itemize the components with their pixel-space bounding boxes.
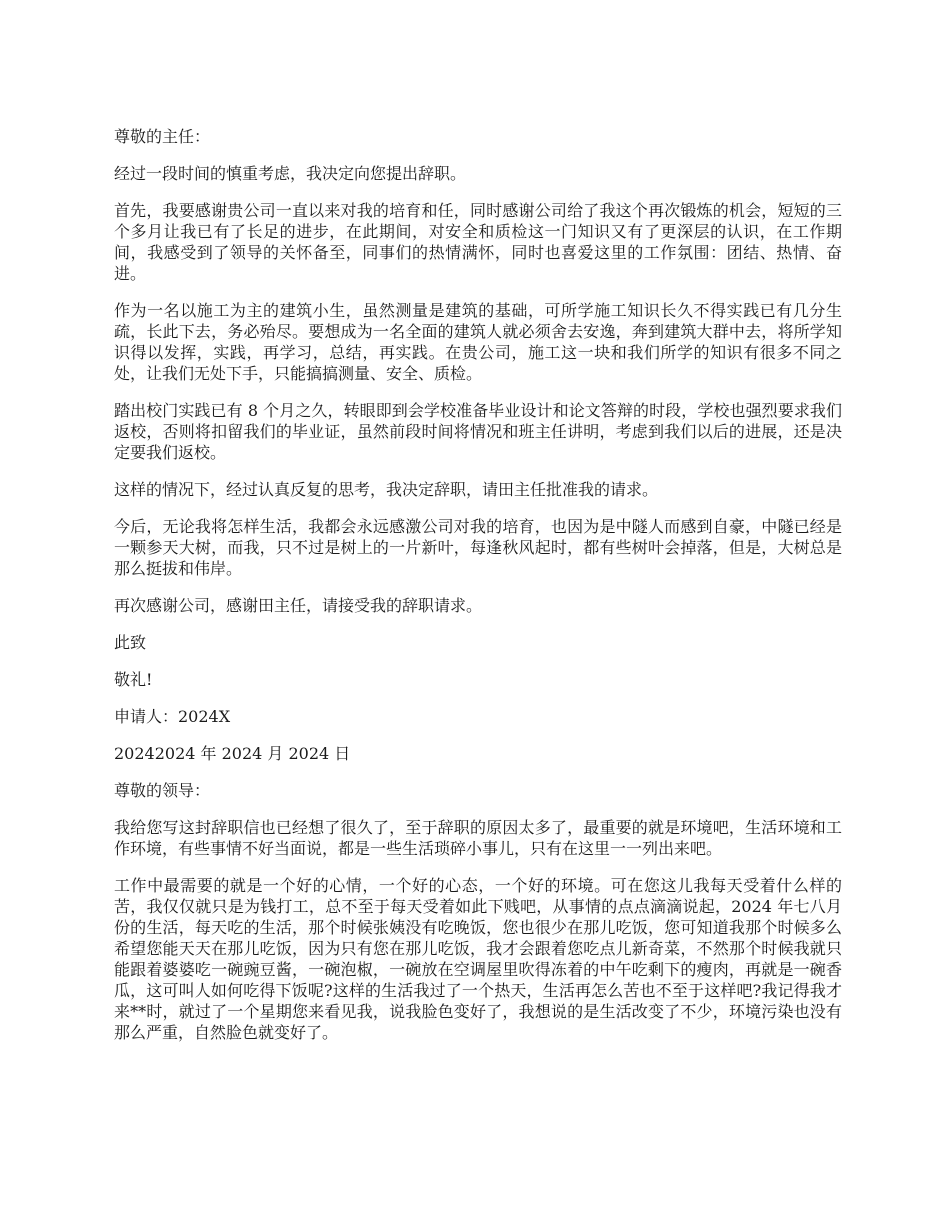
closing-regards: 敬礼! — [114, 670, 153, 689]
signature-date: 20242024 年 2024 月 2024 日 — [114, 744, 351, 763]
paragraph-decision: 这样的情况下，经过认真反复的思考，我决定辞职，请田主任批准我的请求。 — [114, 480, 659, 499]
salutation-second-letter: 尊敬的领导： — [114, 781, 211, 800]
paragraph-reason: 作为一名以施工为主的建筑小生，虽然测量是建筑的基础，可所学施工知识长久不得实践已有几分生疏，长此下去，务必殆尽。要想成为一名全面的建筑人就必须舍去安逸，奔到建筑大群中去，将所学知识得以发挥，实践，再学习，总结，再实践。在贵公司，施工这一块和我们所学的知识有很多不同之处，让我们无处下手，只能搞搞测量、安全、质检。 — [114, 301, 842, 383]
closing-phrase: 此致 — [114, 633, 147, 652]
paragraph-second-intro: 我给您写这封辞职信也已经想了很久了，至于辞职的原因太多了，最重要的就是环境吧，生活环境和工作环境，有些事情不好当面说，都是一些生活琐碎小事儿，只有在这里一一列出来吧。 — [114, 818, 842, 858]
paragraph-school: 踏出校门实践已有 8 个月之久，转眼即到会学校准备毕业设计和论文答辩的时段，学校也强烈要求我们返校，否则将扣留我们的毕业证，虽然前段时间将情况和班主任讲明，考虑到我们以后的进展，还是决定要我们返校。 — [114, 401, 842, 462]
paragraph-intro: 经过一段时间的慎重考虑，我决定向您提出辞职。 — [114, 164, 467, 183]
signature-applicant: 申请人：2024X — [114, 707, 231, 726]
paragraph-second-body: 工作中最需要的就是一个好的心情，一个好的心态，一个好的环境。可在您这儿我每天受着什么样的苦，我仅仅就只是为钱打工，总不至于每天受着如此下贱吧，从事情的点点滴滴说起，2024 年七八月份的生活，每天吃的生活，那个时候张姨没有吃晚饭，您也很少在那儿吃饭，您可知道我那个时候多么希望您能天天在那儿吃饭，因为只有您在那儿吃饭，我才会跟着您吃点儿新奇菜，不然那个时候我就只能跟着婆婆吃一碗豌豆酱，一碗泡椒，一碗放在空调屋里吹得冻着的中午吃剩下的瘦肉，再就是一碗香瓜，这可叫人如何吃得下饭呢?这样的生活我过了一个热天，生活再怎么苦也不至于这样吧?我记得我才来**时，就过了一个星期您来看见我，说我脸色变好了，我想说的是生活改变了不少，环境污染也没有那么严重，自然脸色就变好了。 — [114, 876, 842, 1042]
salutation: 尊敬的主任： — [114, 127, 211, 146]
paragraph-future: 今后，无论我将怎样生活，我都会永远感激公司对我的培育，也因为是中隧人而感到自豪，中隧已经是一颗参天大树，而我，只不过是树上的一片新叶，每逢秋风起时，都有些树叶会掉落，但是，大树总是那么挺拔和伟岸。 — [114, 517, 842, 578]
paragraph-closing-thanks: 再次感谢公司，感谢田主任，请接受我的辞职请求。 — [114, 596, 483, 615]
paragraph-thanks: 首先，我要感谢贵公司一直以来对我的培育和任，同时感谢公司给了我这个再次锻炼的机会，短短的三个多月让我已有了长足的进步，在此期间，对安全和质检这一门知识又有了更深层的认识，在工作期间，我感受到了领导的关怀备至，同事们的热情满怀，同时也喜爱这里的工作氛围：团结、热情、奋进。 — [114, 201, 842, 283]
